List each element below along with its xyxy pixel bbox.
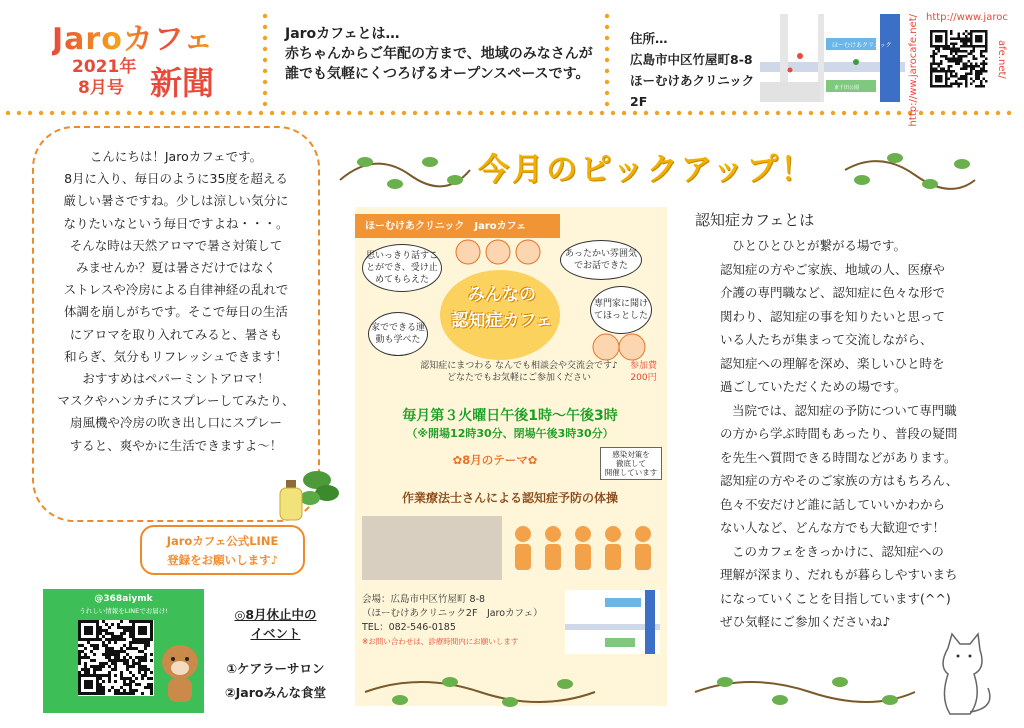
schedule: 毎月第３火曜日午後1時～午後3時	[402, 408, 618, 424]
paper-title: 新聞	[150, 64, 215, 102]
line-bear-mascot	[158, 640, 202, 704]
column-line: 関わり、認知症の事を知りたいと思って	[720, 308, 946, 324]
venue-line: 会場：広島市中区竹屋町 8-8	[362, 594, 486, 605]
cat-illustration	[930, 628, 1000, 718]
map-clinic-label: ほーむけあクリニック	[832, 42, 892, 49]
greeting-line: 厳しい暑さですね。少しは涼しい気分に	[63, 193, 289, 209]
column-line: の方から学ぶ時間もあったり、普段の疑問	[720, 426, 958, 441]
intro-line: Jaroカフェとは…	[285, 26, 400, 42]
line-invite-line: Jaroカフェ公式LINE	[166, 534, 279, 548]
greeting-text	[46, 146, 306, 457]
fee-label	[630, 360, 657, 384]
greeting-line: 和らぎ、気分もリフレッシュできます！	[64, 348, 288, 364]
closed-title-line: イベント	[250, 626, 301, 641]
intro-text	[285, 24, 600, 84]
location-map	[760, 14, 905, 102]
speech-bubble: あったかい雰囲気でお話できた	[560, 240, 642, 280]
greeting-line: ストレスや冷房による自律神経の乱れで	[63, 282, 289, 298]
speech-bubble: 思いっきり話すことができ、受け止めてもらえた	[362, 244, 442, 292]
column-line: 過ごしていただくための場です。	[720, 379, 907, 394]
intro-line: 誰でも気軽にくつろげるオープンスペースです。	[285, 66, 590, 82]
address-block	[630, 28, 770, 112]
flyer-title	[428, 282, 576, 334]
map-park-label: 東千田公園	[834, 85, 860, 91]
column-line: ない人など、どんな方でも大歓迎です！	[720, 520, 946, 535]
fee-line: 200円	[630, 373, 657, 383]
line-subtitle: うれしい情報をLINEでお届け!	[79, 607, 168, 615]
issue-month: 8月号	[78, 78, 124, 98]
greeting-line: なりたいなという毎日ですよね・・・。	[63, 215, 289, 231]
greeting-line: おすすめはペパーミントアロマ！	[82, 371, 270, 387]
flyer-desc-line: どなたでもお気軽にご参加ください	[446, 373, 591, 383]
greeting-line: 体調を崩しがちです。そこで毎日の生活	[64, 304, 288, 320]
column-line: になっていくことを目指しています(^^)	[720, 590, 951, 606]
greeting-line: マスクやハンカチにスプレーしてみたり、	[57, 393, 295, 409]
column-line: 当院では、認知症の予防について専門職	[732, 402, 957, 418]
address-line: 広島市中区竹屋町8-8	[630, 52, 753, 67]
aroma-bottle-illustration	[272, 458, 342, 528]
couple-illustration	[590, 330, 650, 364]
column-line: 認知症の方やご家族、地域の人、医療や	[720, 261, 946, 277]
line-id: @368aiymk	[94, 594, 153, 604]
greeting-line: にアロマを取り入れてみると、暑さも	[69, 326, 283, 342]
venue-tel: TEL：082-546-0185	[362, 622, 456, 633]
greeting-line: そんな時は天然アロマで暑さ対策して	[69, 237, 283, 253]
fee-line: 参加費	[630, 361, 658, 371]
closed-title-line: ◎8月休止中の	[234, 607, 317, 622]
url-left[interactable]: http://ww.jarocafe.net/	[908, 14, 919, 127]
line-qr-code[interactable]	[78, 620, 154, 696]
infection-note	[600, 447, 662, 480]
pickup-heading: 今月のピックアップ！	[478, 152, 815, 188]
url-right[interactable]: afe.net/	[996, 40, 1007, 79]
flyer-title-line: みんなの	[468, 285, 536, 305]
flyer-map	[565, 590, 660, 654]
vine-bottom-left-decoration	[360, 672, 600, 712]
column-text	[720, 234, 974, 634]
infection-line: 感染対策を	[612, 450, 650, 459]
column-line: ぜひ気軽にご参加くださいね♪	[720, 614, 891, 629]
closed-events-title	[218, 605, 333, 643]
theme-title: 作業療法士さんによる認知症予防の体操	[401, 491, 618, 505]
flyer-title-line: 認知症カフェ	[451, 311, 553, 331]
flyer-desc-line: 認知症にまつわる なんでも相談会や交流会です♪	[420, 361, 618, 371]
line-invite-line: 登録をお願いします♪	[167, 553, 278, 567]
speech-bubble: 家でできる運動も学べた	[368, 312, 428, 356]
intro-line: 赤ちゃんからご年配の方まで、地域のみなさんが	[285, 46, 593, 62]
event-photo	[362, 516, 502, 580]
column-line: 認知症の方やそのご家族の方はもちろん、	[720, 473, 959, 488]
exercise-people-illustration	[505, 514, 663, 584]
issue-year: 2021年	[72, 57, 137, 77]
column-line: 認知症への理解を深め、楽しいひと時を	[720, 355, 945, 371]
column-title: 認知症カフェとは	[695, 211, 815, 229]
website-qr-code	[930, 30, 988, 88]
venue-note: ※お問い合わせは、診療時間内にお願いします	[362, 637, 519, 646]
greeting-line: こんにちは！Jaroカフェです。	[89, 149, 263, 164]
url-top[interactable]: http://www.jaroc	[926, 12, 1008, 23]
column-line: 理解が深まり、だれもが暮らしやすいまち	[720, 567, 958, 582]
greeting-line: 8月に入り、毎日のように35度を超える	[64, 171, 288, 187]
column-line: このカフェをきっかけに、認知症への	[732, 543, 944, 559]
column-line: いる人たちが集まって交流しながら、	[720, 332, 933, 347]
venue-line: （ほーむけあクリニック2F Jaroカフェ）	[362, 608, 543, 619]
closed-event-item: ①ケアラーサロン	[226, 661, 325, 676]
address-label: 住所…	[630, 31, 668, 46]
column-line: 介護の専門職など、認知症に色々な形で	[720, 285, 946, 300]
infection-line: 徹底して	[616, 459, 646, 468]
venue-info	[362, 593, 562, 649]
infection-line: 開催しています	[604, 468, 658, 477]
column-line: 色々不安だけど誰に話していいかわから	[720, 496, 946, 512]
greeting-line: すると、爽やかに生活できますよ～！	[69, 437, 283, 453]
line-invite-bubble	[140, 525, 305, 575]
column-line: を先生へ質問できる時間などがあります。	[720, 449, 957, 465]
address-line: ほーむけあクリニック2F	[630, 73, 755, 109]
flyer-description	[394, 360, 644, 384]
schedule-sub: （※開場12時30分、閉場午後3時30分）	[406, 427, 614, 440]
family-faces-illustration	[448, 232, 558, 272]
closed-event-item: ②Jaroみんな食堂	[225, 685, 326, 700]
column-line: ひとひとひとが繋がる場です。	[732, 238, 907, 253]
vine-left-decoration	[335, 140, 475, 200]
greeting-line: みませんか？夏は暑さだけではなく	[75, 260, 276, 276]
vine-right-decoration	[840, 140, 980, 200]
theme-label: ✿8月のテーマ✿	[452, 453, 538, 467]
flyer-band-text: ほーむけあクリニック Jaroカフェ	[365, 221, 527, 232]
logo-text: Jaroカフェ	[52, 22, 215, 57]
vine-bottom-right-decoration	[690, 672, 920, 712]
speech-bubble: 専門家に聞けてほっとした	[590, 286, 652, 334]
greeting-line: 扇風機や冷房の吹き出し口にスプレー	[69, 415, 282, 431]
